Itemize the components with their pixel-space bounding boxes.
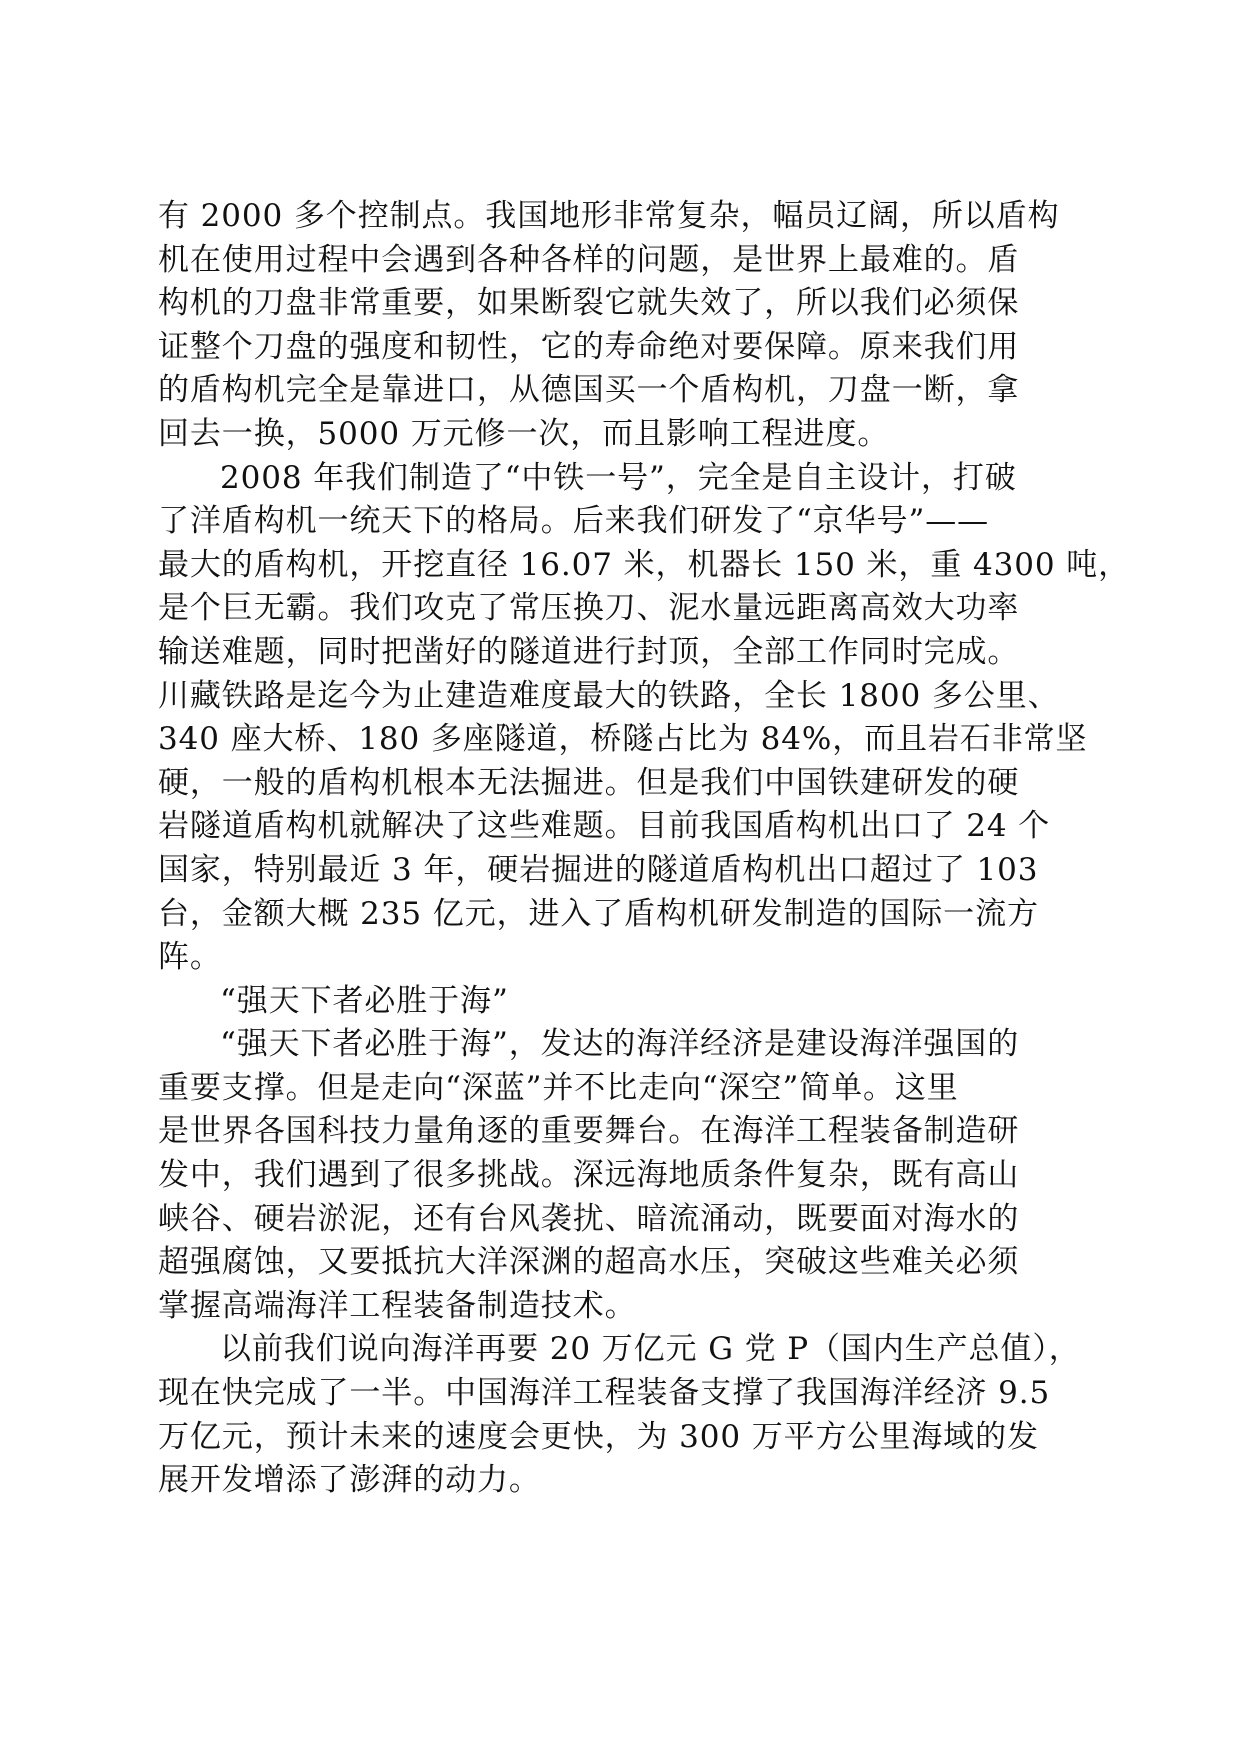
text-line: 的盾构机完全是靠进口，从德国买一个盾构机，刀盘一断，拿 xyxy=(158,372,1020,409)
text-line: 有 2000 多个控制点。我国地形非常复杂，幅员辽阔，所以盾构 xyxy=(158,198,1060,234)
text-line: 最大的盾构机，开挖直径 16.07 米，机器长 150 米，重 4300 吨， xyxy=(158,546,1131,583)
text-line: 证整个刀盘的强度和韧性，它的寿命绝对要保障。原来我们用 xyxy=(158,328,1020,365)
text-line: 340 座大桥、180 多座隧道，桥隧占比为 84%，而且岩石非常坚 xyxy=(158,721,1088,758)
text-line: 掌握高端海洋工程装备制造技术。 xyxy=(158,1287,637,1324)
paragraph-3 xyxy=(158,1023,1078,1328)
text-line: 回去一换，5000 万元修一次，而且影响工程进度。 xyxy=(158,415,890,452)
text-line: 万亿元，预计未来的速度会更快，为 300 万平方公里海域的发 xyxy=(158,1418,1039,1455)
document-page xyxy=(158,195,1131,1503)
text-line: 峡谷、硬岩淤泥，还有台风袭扰、暗流涌动，既要面对海水的 xyxy=(158,1200,1020,1237)
text-line: 硬，一般的盾构机根本无法掘进。但是我们中国铁建研发的硬 xyxy=(158,764,1020,801)
text-line: 国家，特别最近 3 年，硬岩掘进的隧道盾构机出口超过了 103 xyxy=(158,851,1039,888)
text-line: 重要支撑。但是走向“深蓝”并不比走向“深空”简单。这里 xyxy=(158,1069,959,1106)
text-line: “强天下者必胜于海”，发达的海洋经济是建设海洋强国的 xyxy=(220,1026,1020,1063)
text-line: 发中，我们遇到了很多挑战。深远海地质条件复杂，既有高山 xyxy=(158,1157,1020,1194)
text-line: 以前我们说向海洋再要 20 万亿元 G 党 P（国内生产总值）， xyxy=(220,1331,1081,1368)
text-line: 是世界各国科技力量角逐的重要舞台。在海洋工程装备制造研 xyxy=(158,1113,1020,1150)
paragraph-4 xyxy=(158,1328,1081,1502)
text-line: 2008 年我们制造了“中铁一号”，完全是自主设计，打破 xyxy=(220,459,1017,496)
text-line: 机在使用过程中会遇到各种各样的问题，是世界上最难的。盾 xyxy=(158,241,1020,278)
text-line: 岩隧道盾构机就解决了这些难题。目前我国盾构机出口了 24 个 xyxy=(158,808,1051,845)
text-line: 超强腐蚀，又要抵抗大洋深渊的超高水压，突破这些难关必须 xyxy=(158,1244,1020,1281)
text-line: 是个巨无霸。我们攻克了常压换刀、泥水量远距离高效大功率 xyxy=(158,590,1020,627)
text-line: 川藏铁路是迄今为止建造难度最大的铁路，全长 1800 多公里、 xyxy=(158,677,1060,714)
heading-text: “强天下者必胜于海” xyxy=(220,982,509,1019)
paragraph-1 xyxy=(158,195,1078,457)
section-heading xyxy=(158,980,1078,1024)
text-line: 阵。 xyxy=(158,939,222,976)
text-line: 构机的刀盘非常重要，如果断裂它就失效了，所以我们必须保 xyxy=(158,285,1020,322)
paragraph-2 xyxy=(158,457,1131,980)
text-line: 输送难题，同时把凿好的隧道进行封顶，全部工作同时完成。 xyxy=(158,633,1020,670)
text-line: 展开发增添了澎湃的动力。 xyxy=(158,1462,541,1499)
text-line: 了洋盾构机一统天下的格局。后来我们研发了“京华号”—— xyxy=(158,503,989,540)
text-line: 现在快完成了一半。中国海洋工程装备支撑了我国海洋经济 9.5 xyxy=(158,1375,1051,1412)
text-line: 台，金额大概 235 亿元，进入了盾构机研发制造的国际一流方 xyxy=(158,895,1039,932)
